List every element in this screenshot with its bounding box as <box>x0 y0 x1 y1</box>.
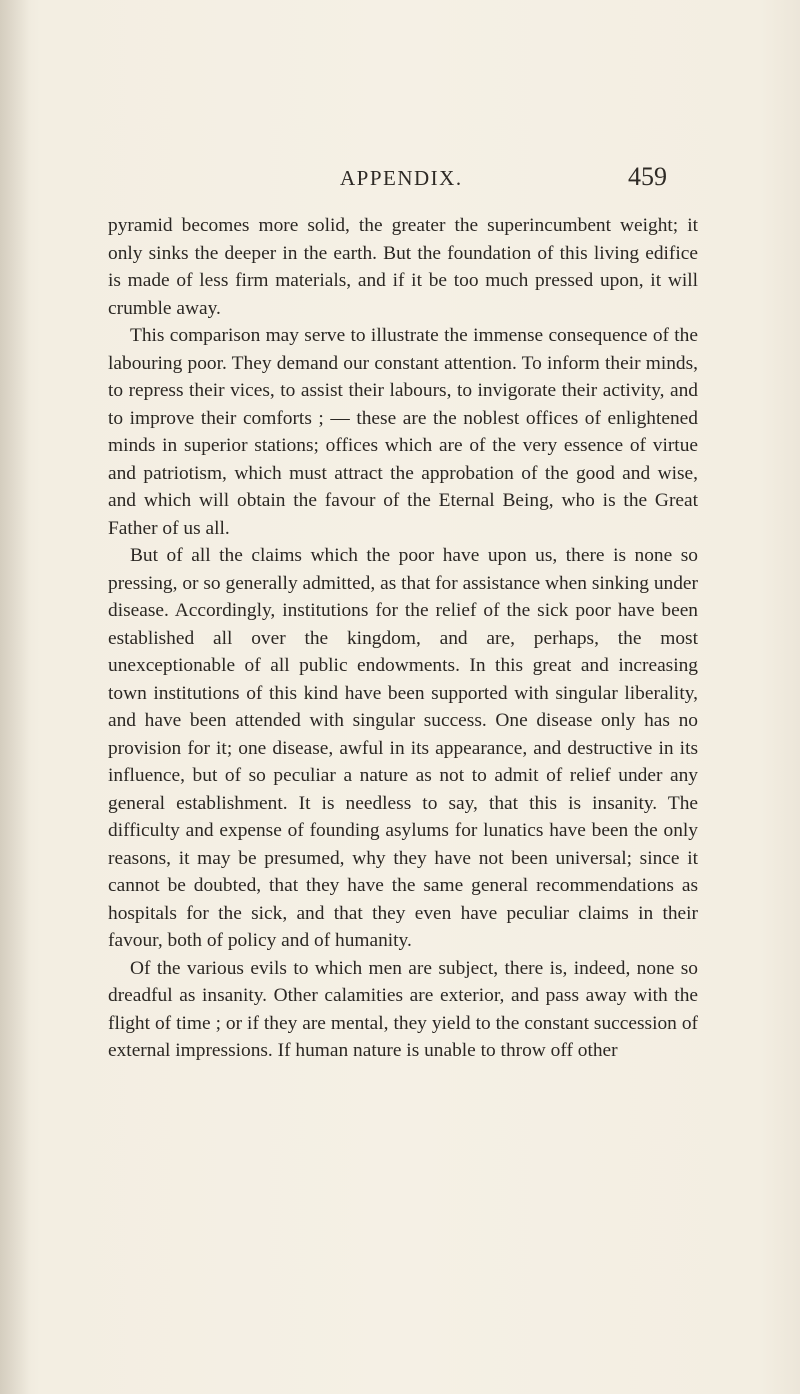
page-number: 459 <box>628 162 667 191</box>
binding-shadow <box>0 0 30 1394</box>
page-header <box>0 162 800 202</box>
paragraph-1: pyramid becomes more solid, the greater the superincumbent weight; it only sinks the deeper in the earth. But the foundation of this living edifice is made of less firm materials, and if it be too much pressed upon, it will crumble away. <box>108 215 698 319</box>
running-head: APPENDIX. <box>340 166 463 190</box>
paragraph-3: But of all the claims which the poor have upon us, there is none so pressing, or so generally admitted, as that for assistance when sinking under disease. Accordingly, institutions for the relief of the sick poor have been established all over the kingdom, and are, perhaps, the most unexceptionable of all public endowments. In this great and increasing town institutions of this kind have been supported with singular liberality, and have been attended with singular success. One disease only has no provision for it; one disease, awful in its appearance, and destructive in its influence, but of so peculiar a nature as not to admit of relief under any general establishment. It is needless to say, that this is insanity. The difficulty and expense of founding asylums for lunatics have been the only reasons, it may be presumed, why they have not been universal; since it cannot be doubted, that they have the same general recommendations as hospitals for the sick, and that they even have peculiar claims in their favour, both of policy and of humanity. <box>108 545 698 951</box>
body-text <box>108 212 698 1065</box>
paragraph-2: This comparison may serve to illustrate the immense consequence of the labouring poor. They demand our constant attention. To inform their minds, to repress their vices, to assist their labours, to invigorate their activity, and to improve their comforts ; — these are the noblest offices of enlightened minds in superior stations; offices which are of the very essence of virtue and patriotism, which must attract the approbation of the good and wise, and which will obtain the favour of the Eternal Being, who is the Great Father of us all. <box>108 325 698 539</box>
paragraph-4: Of the various evils to which men are subject, there is, indeed, none so dreadful as insanity. Other calamities are exterior, and pass away with the flight of time ; or if they are mental, they yield to the constant succession of external impressions. If human nature is unable to throw off other <box>108 957 698 1061</box>
